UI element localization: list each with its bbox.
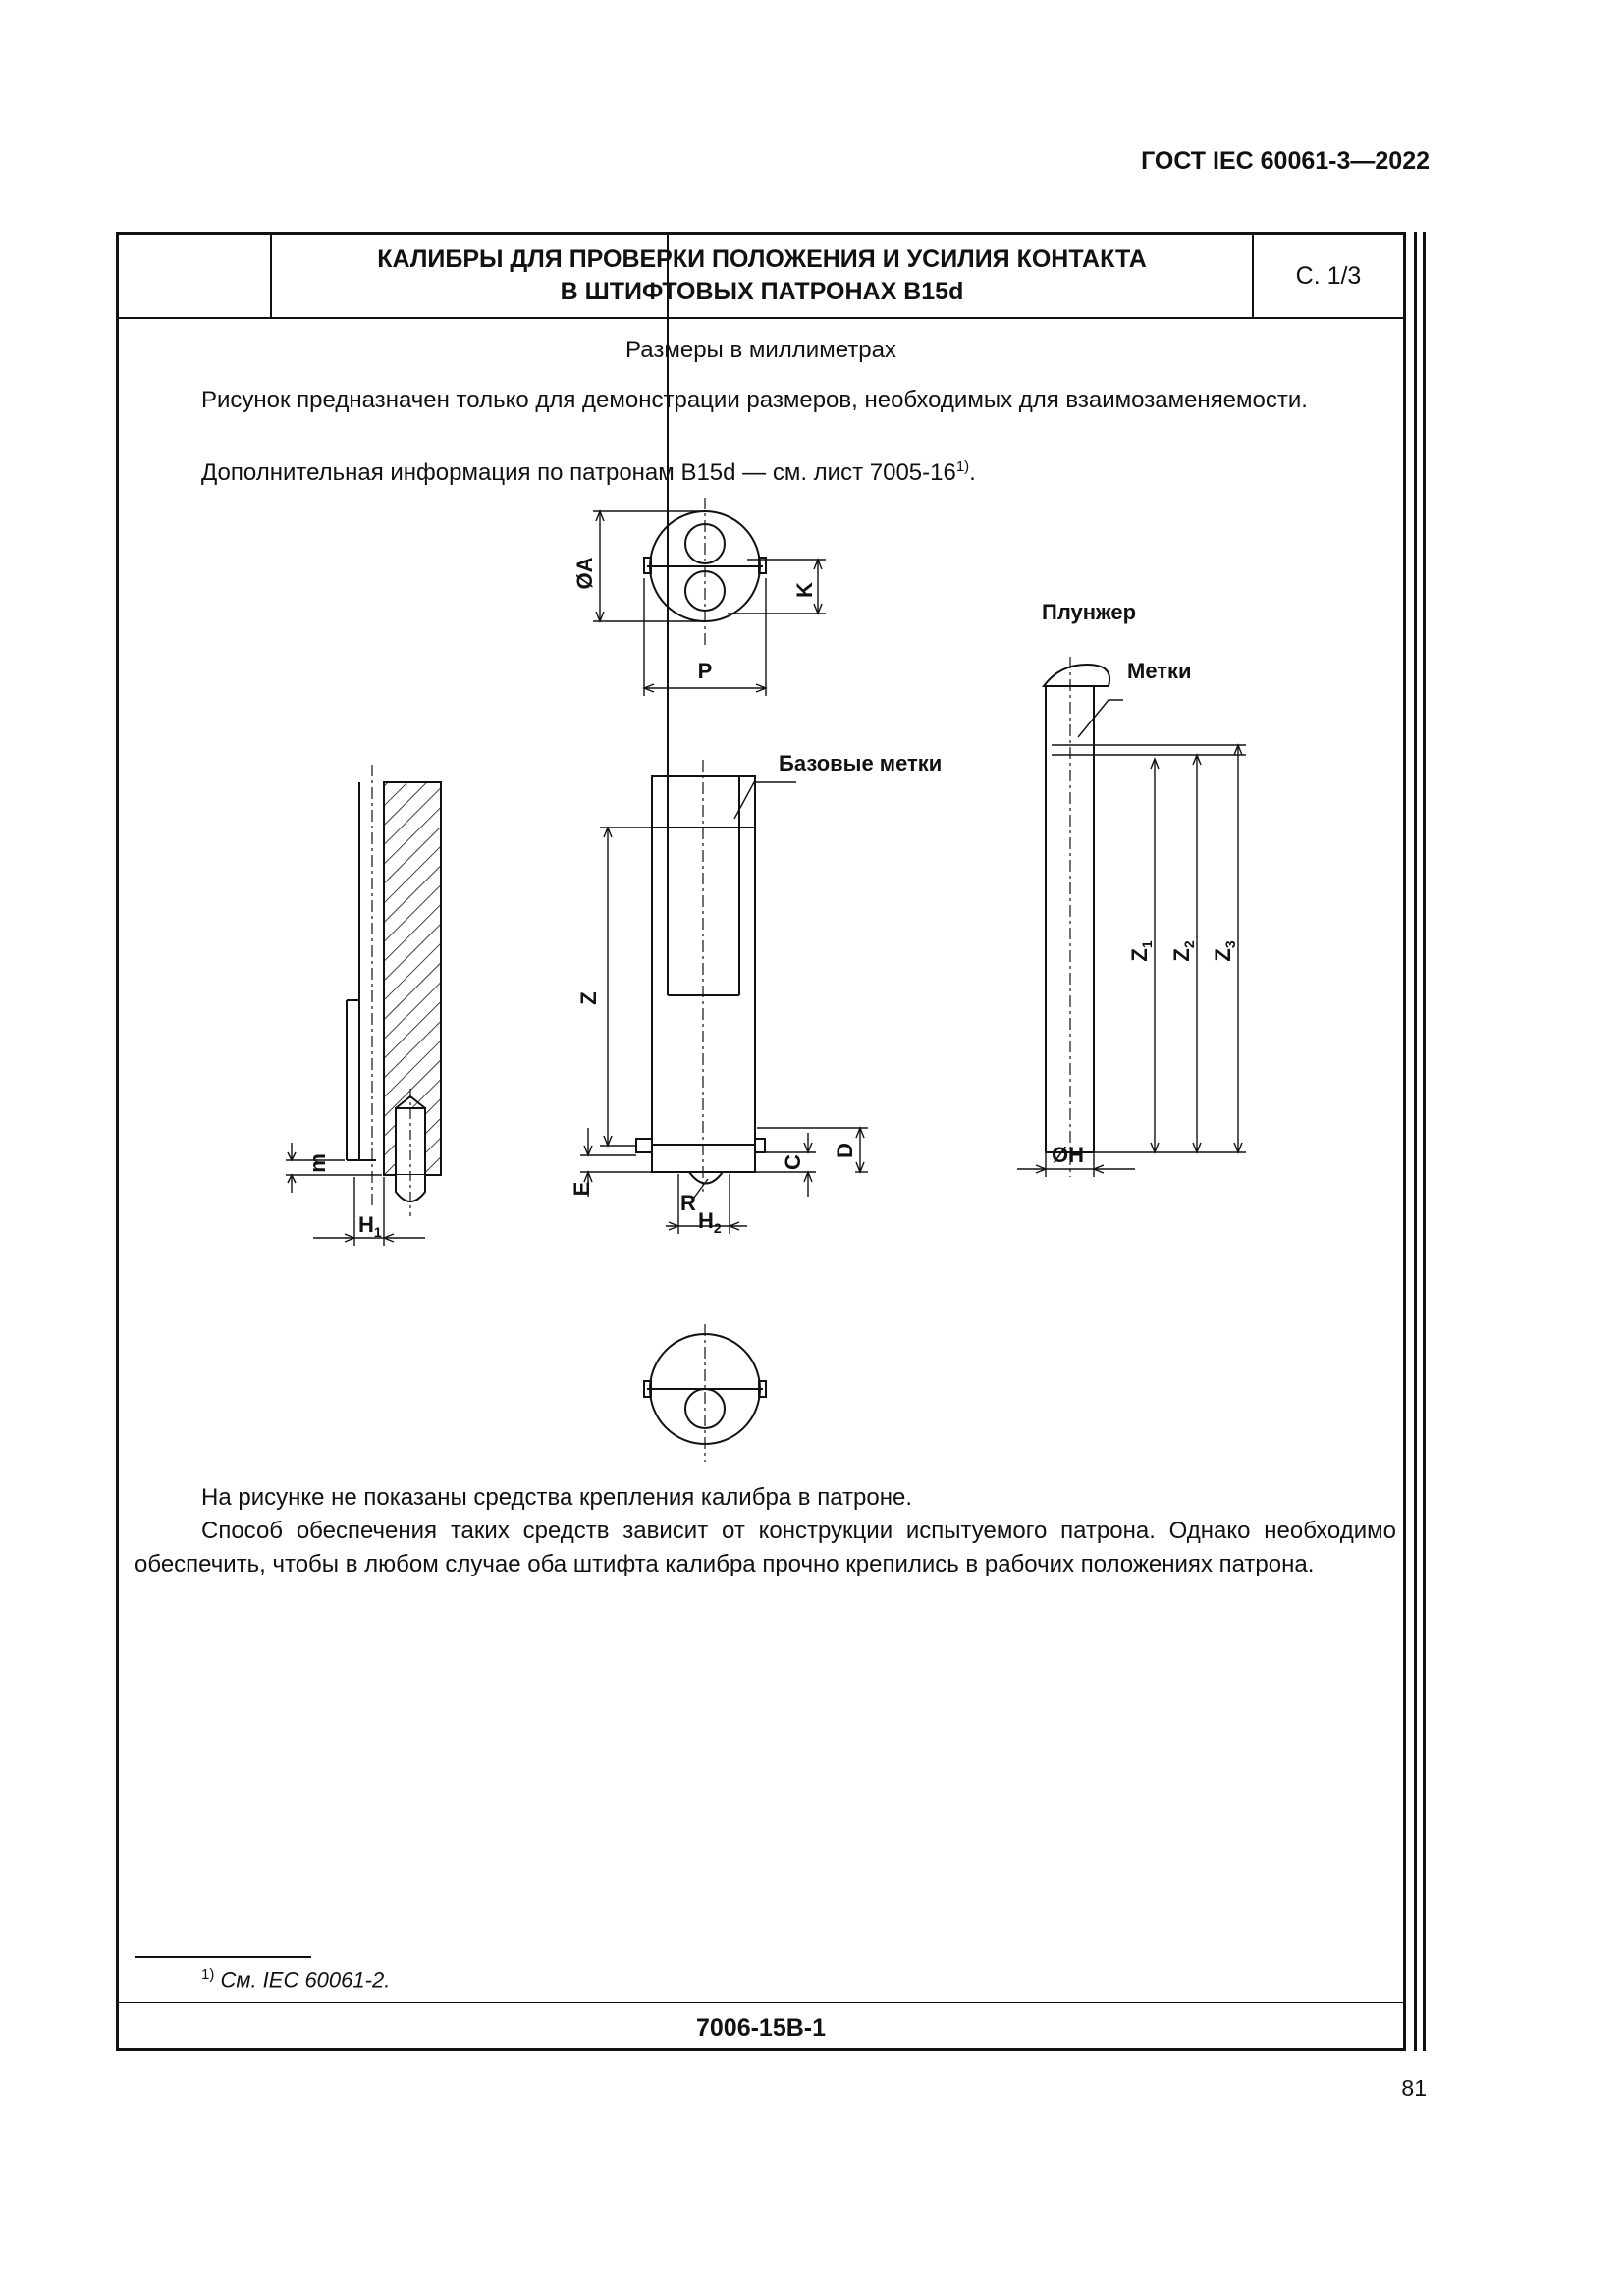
- sheet-number: С. 1/3: [1254, 235, 1403, 319]
- center-view: [580, 235, 868, 1234]
- page-number: 81: [1401, 2075, 1427, 2101]
- frame-double-line-1: [1414, 232, 1417, 2051]
- title-line-2: В ШТИФТОВЫХ ПАТРОНАХ В15d: [560, 278, 964, 305]
- label-plunger: Плунжер: [1042, 600, 1137, 624]
- units-note: Размеры в миллиметрах: [625, 337, 896, 363]
- frame-double-line-2: [1423, 232, 1426, 2051]
- notes-paragraph-1: [135, 1481, 1396, 1515]
- bottom-view: [644, 1324, 766, 1462]
- label-z3: $Z_3$: [1211, 940, 1238, 962]
- label-h2: $H_2$: [698, 1208, 722, 1236]
- label-c: C: [781, 1154, 805, 1170]
- footnote-separator: [135, 1956, 311, 1958]
- intro-text-1: Рисунок предназначен только для демонстрации размеров, необходимых для взаимозаменяемости.: [201, 387, 1308, 413]
- label-d: D: [833, 1143, 857, 1158]
- sheet-code: 7006-15В-1: [119, 2002, 1403, 2053]
- label-dia-h: ØH: [1052, 1143, 1084, 1167]
- notes-text-1: На рисунке не показаны средства крепления калибра в патроне.: [201, 1484, 912, 1511]
- label-m: m: [305, 1153, 330, 1173]
- label-r: R: [680, 1191, 696, 1215]
- label-z2: $Z_2$: [1169, 940, 1197, 962]
- footnote-ref: 1): [955, 458, 970, 475]
- notes-paragraph-2: [135, 1515, 1396, 1581]
- standard-code: ГОСТ IEC 60061-3—2022: [1141, 147, 1430, 175]
- plunger-view: [1017, 657, 1246, 1177]
- label-z1: $Z_1$: [1127, 940, 1155, 962]
- footnote-text: См. IEC 60061-2.: [220, 1967, 391, 1993]
- label-h1: $H_1$: [358, 1212, 382, 1240]
- label-base-marks: Базовые метки: [779, 751, 943, 775]
- intro-text-2: Дополнительная информация по патронам В15d — см. лист 7005-16: [201, 459, 956, 486]
- intro-paragraph-2: Дополнительная информация по патронам В15d — см. лист 7005-16$^{1)}$.: [201, 458, 976, 486]
- label-marks: Метки: [1127, 659, 1192, 683]
- footnote: [201, 1966, 390, 1993]
- title-line-1: КАЛИБРЫ ДЛЯ ПРОВЕРКИ ПОЛОЖЕНИЯ И УСИЛИЯ КОНТАКТА: [377, 245, 1147, 273]
- label-p: P: [697, 659, 713, 683]
- label-k: K: [792, 582, 817, 598]
- sheet-frame: [116, 232, 1406, 2051]
- notes-text-2: Способ обеспечения таких средств зависит от конструкции испытуемого патрона. Однако необходимо обеспечить, чтобы в любом случае оба штифта калибра прочно крепились в рабочих положениях патрона.: [135, 1518, 1396, 1577]
- label-z: Z: [576, 991, 601, 1005]
- footnote-mark: 1): [201, 1966, 215, 1983]
- label-dia-a: ØA: [572, 557, 597, 590]
- label-e: E: [569, 1181, 594, 1197]
